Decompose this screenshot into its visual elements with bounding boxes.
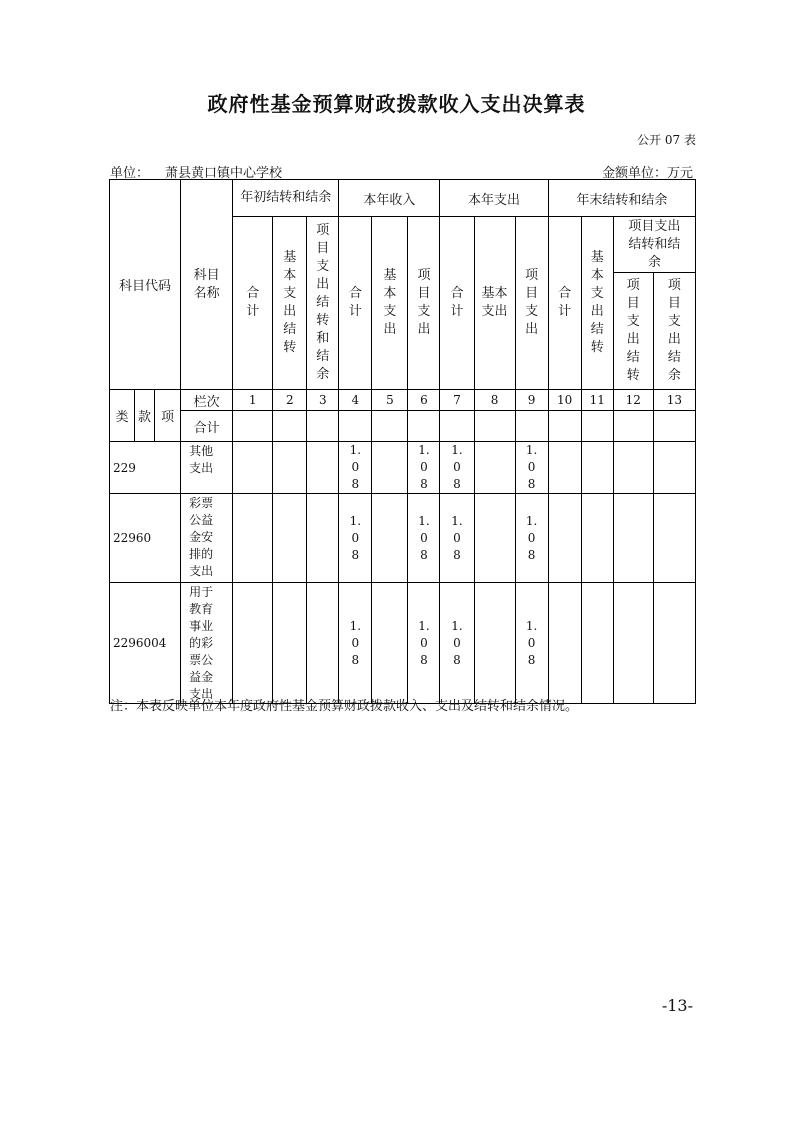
cell — [307, 442, 339, 494]
cell — [548, 411, 581, 442]
page-number: -13- — [661, 996, 693, 1015]
header-code: 科目代码 — [110, 180, 181, 390]
header-lanci: 栏次 — [181, 390, 233, 411]
cell — [548, 442, 581, 494]
cell-value: 1.08 — [515, 442, 548, 494]
row-name: 用于教育事业的彩票公益金支出 — [181, 583, 233, 704]
cell — [474, 442, 515, 494]
row-code: 229 — [110, 442, 181, 494]
cell — [653, 494, 695, 583]
cell-value: 1.08 — [440, 442, 474, 494]
col-number: 4 — [339, 390, 372, 411]
cell-value: 1.08 — [339, 583, 372, 704]
table-row — [110, 583, 696, 704]
col-number: 3 — [307, 390, 339, 411]
table-note: 注：本表反映单位本年度政府性基金预算财政拨款收入、支出及结转和结余情况。 — [110, 699, 579, 714]
cell — [653, 442, 695, 494]
cell-value: 1.08 — [515, 494, 548, 583]
cell — [233, 494, 273, 583]
cell — [581, 411, 613, 442]
col-number: 1 — [233, 390, 273, 411]
cell-value: 1.08 — [339, 494, 372, 583]
cell — [233, 411, 273, 442]
header-begin-group: 年初结转和结余 — [233, 180, 339, 217]
col-number: 5 — [372, 390, 408, 411]
page-title: 政府性基金预算财政拨款收入支出决算表 — [207, 92, 586, 116]
cell — [613, 411, 653, 442]
cell-value: 1.08 — [440, 494, 474, 583]
header-income-total: 合计 — [339, 217, 372, 390]
cell — [273, 411, 307, 442]
header-end-basic: 基本支出结转 — [581, 217, 613, 390]
header-begin-basic: 基本支出结转 — [273, 217, 307, 390]
cell-value: 1.08 — [408, 583, 440, 704]
cell — [581, 442, 613, 494]
cell-value: 1.08 — [515, 583, 548, 704]
row-code: 22960 — [110, 494, 181, 583]
header-end-project-carry: 项目支出结转 — [613, 273, 653, 390]
cell — [339, 411, 372, 442]
col-number: 12 — [613, 390, 653, 411]
cell — [372, 583, 408, 704]
form-number: 公开 07 表 — [637, 133, 696, 147]
cell-value: 1.08 — [408, 494, 440, 583]
header-end-group: 年末结转和结余 — [548, 180, 695, 217]
col-number: 13 — [653, 390, 695, 411]
cell — [273, 583, 307, 704]
header-end-project-surplus: 项目支出结余 — [653, 273, 695, 390]
table-row — [110, 494, 696, 583]
cell — [515, 411, 548, 442]
cell — [273, 442, 307, 494]
cell — [233, 583, 273, 704]
col-number: 7 — [440, 390, 474, 411]
header-heji: 合计 — [181, 411, 233, 442]
cell — [307, 494, 339, 583]
col-number: 2 — [273, 390, 307, 411]
col-number: 11 — [581, 390, 613, 411]
cell — [273, 494, 307, 583]
cell — [474, 583, 515, 704]
cell — [613, 442, 653, 494]
header-expense-group: 本年支出 — [440, 180, 548, 217]
col-number: 8 — [474, 390, 515, 411]
cell — [653, 411, 695, 442]
cell — [440, 411, 474, 442]
cell — [372, 494, 408, 583]
cell — [408, 411, 440, 442]
header-name: 科目名称 — [181, 180, 233, 390]
cell — [653, 583, 695, 704]
cell — [581, 494, 613, 583]
cell — [613, 583, 653, 704]
col-number: 6 — [408, 390, 440, 411]
header-lei: 类 — [110, 390, 135, 442]
money-unit: 金额单位：万元 — [601, 166, 693, 181]
header-kuan: 款 — [135, 390, 155, 442]
header-expense-total: 合计 — [440, 217, 474, 390]
row-name: 其他支出 — [181, 442, 233, 494]
cell — [548, 494, 581, 583]
cell — [474, 494, 515, 583]
cell — [613, 494, 653, 583]
header-expense-basic: 基本支出 — [474, 217, 515, 390]
cell — [372, 411, 408, 442]
col-number: 10 — [548, 390, 581, 411]
cell — [548, 583, 581, 704]
table-row — [110, 442, 696, 494]
header-begin-project: 项目支出结转和结余 — [307, 217, 339, 390]
header-income-basic: 基本支出 — [372, 217, 408, 390]
cell — [474, 411, 515, 442]
cell — [581, 583, 613, 704]
header-end-total: 合计 — [548, 217, 581, 390]
header-expense-project: 项目支出 — [515, 217, 548, 390]
header-begin-total: 合计 — [233, 217, 273, 390]
header-income-project: 项目支出 — [408, 217, 440, 390]
header-income-group: 本年收入 — [339, 180, 440, 217]
cell — [372, 442, 408, 494]
row-code: 2296004 — [110, 583, 181, 704]
unit-name: 萧县黄口镇中心学校 — [165, 166, 283, 181]
col-number: 9 — [515, 390, 548, 411]
cell — [307, 411, 339, 442]
header-xiang: 项 — [155, 390, 181, 442]
header-end-project-group: 项目支出结转和结余 — [613, 217, 695, 273]
cell — [307, 583, 339, 704]
unit-label: 单位： — [110, 166, 150, 181]
cell-value: 1.08 — [339, 442, 372, 494]
cell — [233, 442, 273, 494]
budget-table — [109, 179, 696, 704]
cell-value: 1.08 — [408, 442, 440, 494]
cell-value: 1.08 — [440, 583, 474, 704]
row-name: 彩票公益金安排的支出 — [181, 494, 233, 583]
